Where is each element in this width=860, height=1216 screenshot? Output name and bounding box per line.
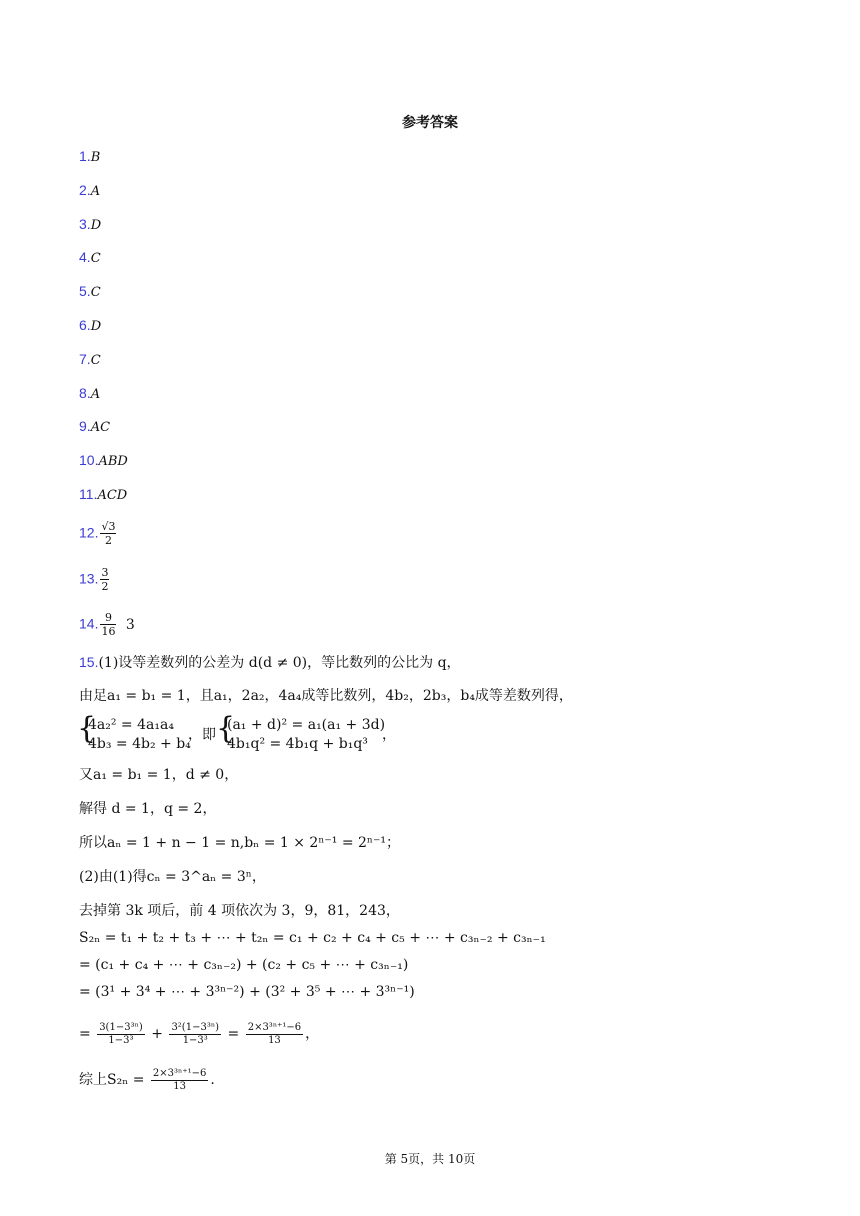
- q15-line-3: 又a₁ = b₁ = 1，d ≠ 0，: [79, 767, 239, 783]
- answer-number: 6.: [79, 317, 91, 333]
- answer-item: [79, 451, 128, 471]
- answer-item: [79, 215, 101, 235]
- page-title: 参考答案: [402, 115, 458, 131]
- fraction: $\frac{3}{2}$: [101, 566, 109, 593]
- answer-14-extra: 3: [125, 616, 135, 633]
- answer-value: C: [90, 251, 101, 267]
- q15-line-1: 15.(1)设等差数列的公差为 d(d ≠ 0)，等比数列的公比为 q，: [79, 654, 461, 671]
- answer-item: [79, 248, 101, 268]
- system-connector: ，即: [188, 727, 216, 743]
- q15-line-6: (2)由(1)得cₙ = 3^aₙ = 3ⁿ，: [79, 869, 266, 885]
- answer-value: D: [90, 319, 102, 334]
- q15-line-4: 解得 d = 1，q = 2，: [79, 801, 217, 817]
- answer-number: 2.: [79, 181, 91, 198]
- answer-value: B: [90, 150, 101, 165]
- answer-number: 12.: [79, 524, 99, 541]
- answer-number: 3.: [79, 215, 91, 232]
- q15-line-8: S₂ₙ = t₁ + t₂ + t₃ + ⋯ + t₂ₙ = c₁ + c₂ + c₄ + c₅ + ⋯ + c₃ₙ₋₂ + c₃ₙ₋₁: [79, 930, 546, 946]
- q15-line-11: = $\frac{\text{3(1−3³ⁿ)}}{\text{1−3³}}$ + $\frac{\text{3²(1−3³ⁿ)}}{\text{1−3³}}$ = $\frac{\text{2×3³ⁿ⁺¹−6}}{13}$ ，: [79, 1021, 320, 1046]
- answer-number: 8.: [79, 384, 91, 401]
- fraction: $\frac{\text{3(1−3³ⁿ)}}{\text{1−3³}}$: [99, 1021, 143, 1046]
- fraction: $\frac{\text{2×3³ⁿ⁺¹−6}}{13}$: [247, 1021, 302, 1046]
- fraction: $\frac{√3}{2}$: [101, 520, 116, 547]
- answer-value: A: [90, 386, 101, 402]
- page-footer: 第 5页，共 10页: [384, 1152, 476, 1166]
- fraction: $\frac{\text{2×3³ⁿ⁺¹−6}}{13}$: [152, 1067, 207, 1092]
- answer-number: 5.: [79, 283, 91, 300]
- answer-item: [79, 282, 101, 302]
- left-brace-2: {: [216, 711, 236, 746]
- answer-number: 4.: [79, 249, 91, 266]
- fraction: $\frac{\text{3²(1−3³ⁿ)}}{\text{1−3³}}$: [171, 1021, 220, 1046]
- answer-13: [79, 566, 111, 593]
- left-brace-1: {: [77, 711, 97, 746]
- answer-item: [79, 316, 101, 336]
- answer-item: [79, 417, 110, 437]
- fraction: $\frac{9}{16}$: [101, 611, 116, 638]
- answer-item: [79, 147, 100, 167]
- system-1-row-1: 4a₂² = 4a₁a₄: [88, 717, 174, 733]
- answer-number: 10.: [79, 452, 99, 469]
- q15-line-10: = (3¹ + 3⁴ + ⋯ + 3³ⁿ⁻²) + (3² + 3⁵ + ⋯ + 3³ⁿ⁻¹): [79, 984, 415, 1000]
- answer-12: [79, 520, 118, 547]
- q15-line-9: = (c₁ + c₄ + ⋯ + c₃ₙ₋₂) + (c₂ + c₅ + ⋯ + c₃ₙ₋₁): [79, 957, 409, 973]
- q15-line-5: 所以aₙ = 1 + n − 1 = n,bₙ = 1 × 2ⁿ⁻¹ = 2ⁿ⁻¹；: [79, 835, 400, 851]
- q15-line-2: 由足a₁ = b₁ = 1，且a₁，2a₂，4a₄成等比数列，4b₂，2b₃，b₄成等差数列得，: [79, 688, 573, 704]
- answer-value: D: [90, 217, 102, 233]
- answer-number: 13.: [79, 570, 99, 587]
- answer-number: 15.: [79, 654, 99, 670]
- answer-value: C: [90, 285, 101, 301]
- answer-item: [79, 384, 100, 404]
- answer-value: AC: [90, 420, 111, 436]
- system-end: ，: [382, 727, 396, 743]
- q15-line-12: 综上S₂ₙ = $\frac{\text{2×3³ⁿ⁺¹−6}}{13}$ .: [79, 1067, 215, 1092]
- answer-value: ACD: [97, 488, 128, 503]
- q15-line-7: 去掉第 3k 项后，前 4 项依次为 3，9，81，243，: [79, 903, 400, 919]
- answer-number: 7.: [79, 350, 91, 367]
- answer-value: A: [90, 183, 101, 199]
- answer-number: 14.: [79, 615, 99, 632]
- answer-item: [79, 485, 127, 505]
- answer-value: C: [90, 352, 101, 368]
- answer-number: 1.: [79, 148, 91, 164]
- answer-number: 9.: [79, 418, 91, 435]
- system-2-row-1: (a₁ + d)² = a₁(a₁ + 3d): [227, 717, 386, 733]
- system-2-row-2: 4b₁q² = 4b₁q + b₁q³: [227, 736, 368, 752]
- answer-item: [79, 181, 100, 201]
- system-1-row-2: 4b₃ = 4b₂ + b₄: [88, 736, 191, 752]
- answer-item: [79, 350, 101, 370]
- answer-number: 11.: [79, 486, 98, 502]
- answer-14: [79, 611, 135, 638]
- answer-value: ABD: [98, 454, 128, 470]
